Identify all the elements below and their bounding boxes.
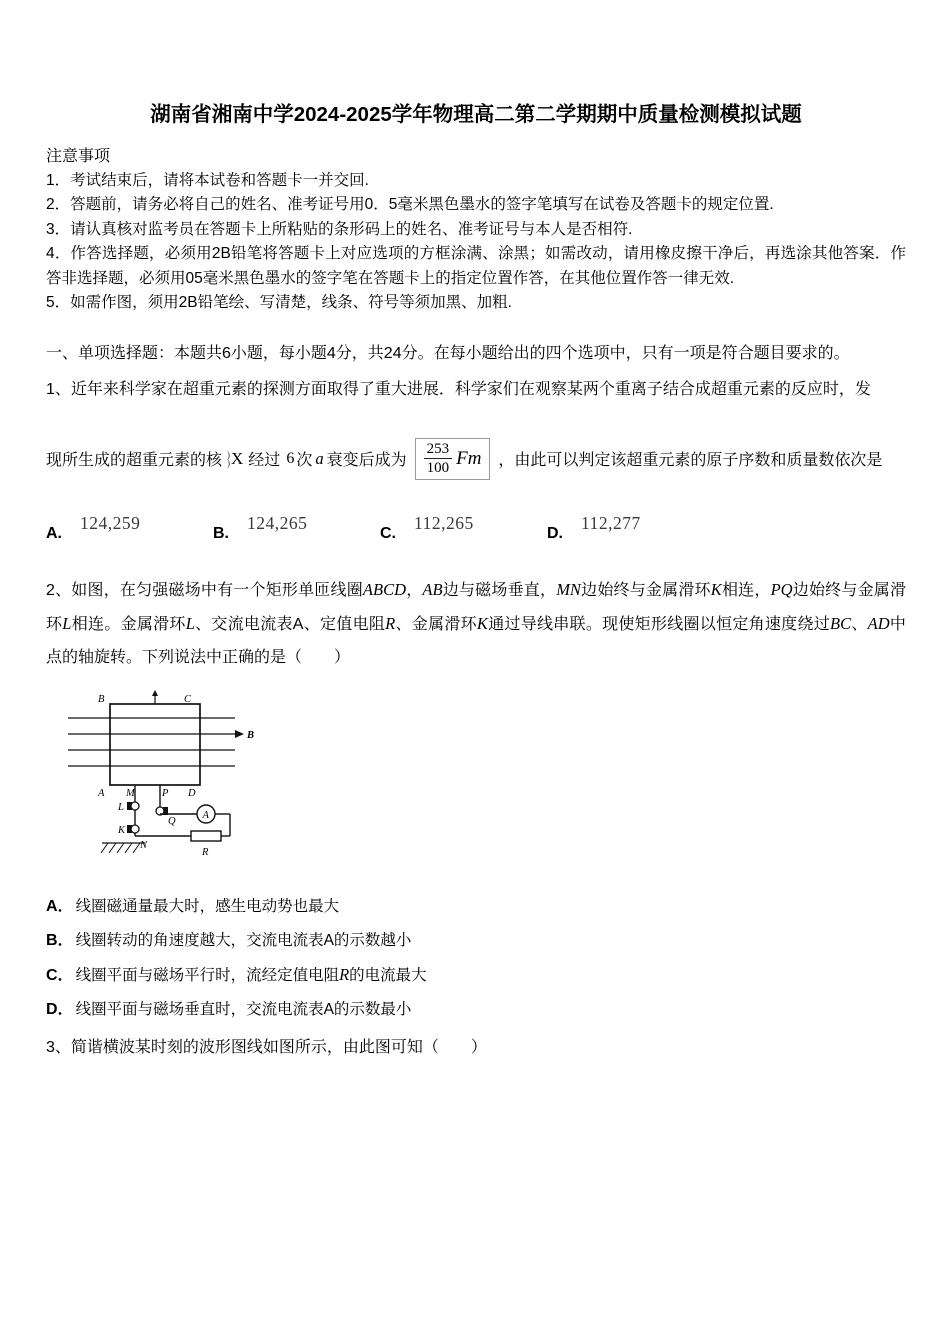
nuclide-x: X <box>231 448 244 468</box>
decay-count-suffix: 次 <box>296 452 313 470</box>
ammeter-label: A <box>202 809 209 821</box>
q2-option-b-label: B． <box>46 931 74 949</box>
question-3-text: 3、简谐横波某时刻的波形图线如图所示，由此图可知（ ） <box>46 1038 487 1056</box>
page-title: 湖南省湘南中学2024-2025学年物理高二第二学期期中质量检测模拟试题 <box>150 103 802 126</box>
q1-formula-mid1: 经过 <box>248 452 281 470</box>
q2-option-a <box>46 890 906 924</box>
q1-option-c <box>380 512 547 543</box>
fraction-fm <box>415 438 491 480</box>
resistor <box>191 831 221 841</box>
corner-c-label: C <box>184 693 192 705</box>
notes-header: 注意事项 <box>46 147 111 165</box>
note-item-2: 2．答题前，请务必将自己的姓名、准考证号用0．5毫米黑色墨水的签字笔填写在试卷及答题卡的规定位置. <box>46 196 774 214</box>
q-label: Q <box>168 815 176 827</box>
q2-option-c <box>46 958 906 993</box>
element-fm: Fm <box>456 447 482 469</box>
note-item-1: 1．考试结束后，请将本试卷和答题卡一并交回. <box>46 171 369 189</box>
corner-b-label: B <box>98 693 105 705</box>
q2-option-b <box>46 924 906 958</box>
p-label: P <box>162 787 169 799</box>
decay-count: 6 <box>286 449 295 467</box>
fraction-numerator: 253 <box>424 441 453 460</box>
q2-option-a-text: 线圈磁通量最大时，感生电动势也最大 <box>75 897 340 915</box>
nuclide-placeholder-marks: ) ) <box>227 449 231 468</box>
q1-formula-before: 现所生成的超重元素的核 <box>46 452 223 470</box>
slip-ring-k <box>131 825 139 833</box>
coil-circuit-diagram <box>50 690 285 865</box>
q2-option-d <box>46 993 906 1027</box>
q1-option-a-label: A. <box>46 524 62 542</box>
q1-option-a <box>46 512 213 543</box>
nuclide-symbol <box>227 449 243 469</box>
note-item-4: 4．作答选择题，必须用2B铅笔将答题卡上对应选项的方框涂满、涂黑；如需改动，请用橡皮擦干净后，再选涂其他答案．作答非选择题，必须用05毫米黑色墨水的签字笔在答题卡上的指定位置作答，在其他位置作答一律无效. <box>46 245 906 287</box>
question-2-text: 2、如图，在匀强磁场中有一个矩形单匝线圈ABCD，AB边与磁场垂直，MN边始终与金属滑环K相连，PQ边始终与金属滑环L相连。金属滑环L、交流电流表A、定值电阻R、金属滑环K通过导线串联。现使矩形线圈以恒定角速度绕过BC、AD中点的轴旋转。下列说法中正确的是（ ） <box>46 579 906 666</box>
question-1-intro: 1、近年来科学家在超重元素的探测方面取得了重大进展．科学家们在观察某两个重离子结合成超重元素的反应时，发 <box>46 380 871 398</box>
q2-option-b-text: 线圈转动的角速度越大，交流电流表A的示数越小 <box>75 931 412 949</box>
corner-a-label: A <box>98 787 105 799</box>
q1-option-d-label: D. <box>547 524 563 542</box>
q1-option-b-value: 124,265 <box>247 512 308 533</box>
q1-option-a-value: 124,259 <box>80 512 141 533</box>
corner-d-label: D <box>188 787 196 799</box>
q2-option-c-label: C． <box>46 966 74 984</box>
note-item-3: 3．请认真核对监考员在答题卡上所粘贴的条形码上的姓名、准考证号与本人是否相符. <box>46 220 633 238</box>
field-b-label: B <box>247 729 255 741</box>
fraction <box>424 441 453 477</box>
n-label: N <box>140 839 148 851</box>
axis-arrowhead <box>152 690 158 696</box>
q1-formula-mid2: 衰变后成为 <box>326 452 407 470</box>
q1-option-c-value: 112,265 <box>414 512 474 533</box>
q2-option-c-text: 线圈平面与磁场平行时，流经定值电阻R的电流最大 <box>75 964 427 984</box>
q1-option-d <box>547 512 641 543</box>
question-2-options <box>46 890 906 1027</box>
l-label: L <box>118 801 124 813</box>
question-1-options <box>46 512 906 543</box>
q2-option-d-text: 线圈平面与磁场垂直时，交流电流表A的示数最小 <box>75 1000 412 1018</box>
section-1-header: 一、单项选择题：本题共6小题，每小题4分，共24分。在每小题给出的四个选项中，只有一项是符合题目要求的。 <box>46 344 850 362</box>
q1-option-c-label: C. <box>380 524 396 542</box>
q1-option-d-value: 112,277 <box>581 512 641 533</box>
q2-option-a-label: A． <box>46 897 74 915</box>
m-label: M <box>126 787 135 799</box>
fraction-denominator: 100 <box>426 460 450 477</box>
alpha-symbol: a <box>315 448 324 468</box>
slip-ring-l <box>131 802 139 810</box>
question-1-formula-line <box>46 438 906 480</box>
k-label: K <box>118 824 126 836</box>
q2-option-d-label: D． <box>46 1000 74 1018</box>
note-item-5: 5．如需作图，须用2B铅笔绘、写清楚，线条、符号等须加黑、加粗. <box>46 294 512 312</box>
coil-rect <box>110 704 200 785</box>
q1-option-b <box>213 512 380 543</box>
q2-figure <box>50 690 906 870</box>
resistor-label: R <box>202 846 209 858</box>
notes-section <box>46 143 906 316</box>
q1-option-b-label: B. <box>213 524 229 542</box>
field-arrowhead <box>235 730 244 738</box>
q1-formula-after: ，由此可以判定该超重元素的原子序数和质量数依次是 <box>498 452 883 470</box>
